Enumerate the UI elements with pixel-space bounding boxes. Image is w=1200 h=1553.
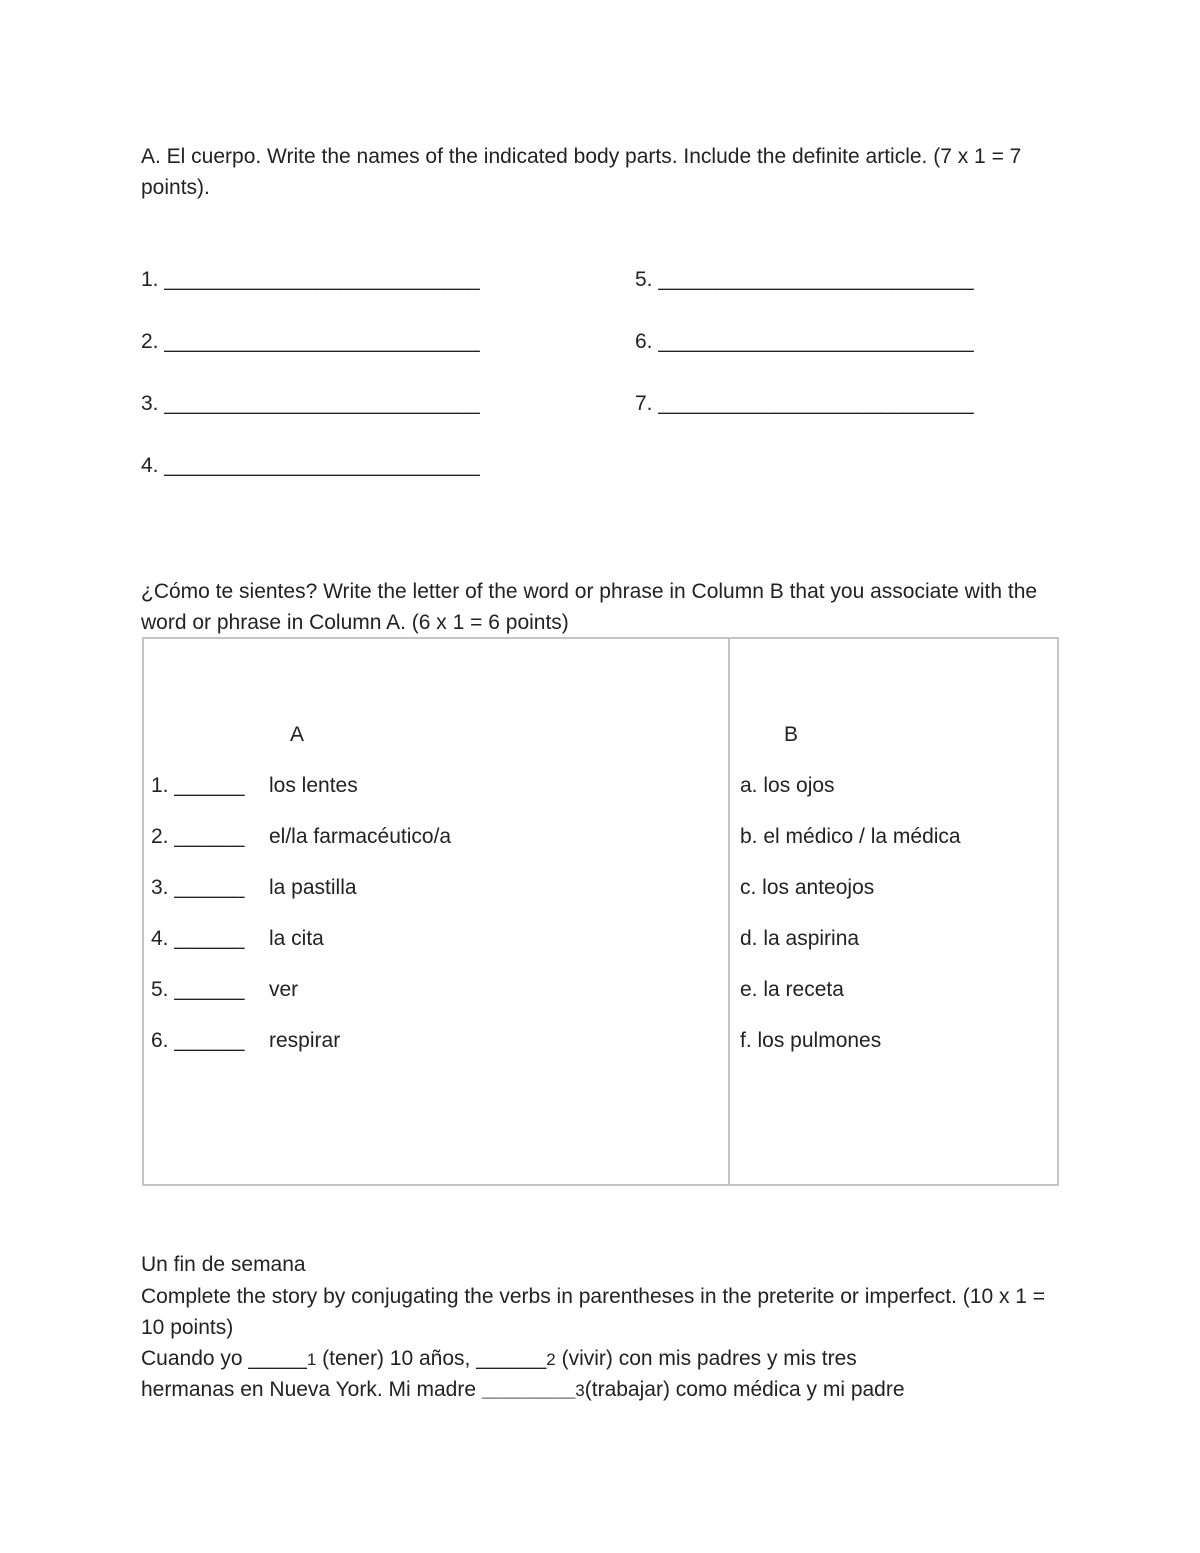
section-a-instructions: A. El cuerpo. Write the names of the indicated body parts. Include the definite article. (7 x 1 = 7 points).: [141, 145, 1022, 199]
story-blank-3[interactable]: ________: [481, 1378, 576, 1401]
story-text-2: hermanas en Nueva York. Mi madre: [141, 1378, 482, 1401]
section-b-instructions: ¿Cómo te sientes? Write the letter of the word or phrase in Column B that you associate with the word or phrase in Column A. (6 x 1 = 6 points): [141, 580, 1038, 634]
column-a-term-2: el/la farmacéutico/a: [269, 825, 452, 848]
matching-table: [142, 637, 1059, 1186]
section-c-title: Un fin de semana: [141, 1253, 306, 1276]
story-line-1: [141, 1347, 857, 1371]
column-b-item-c: c. los anteojos: [740, 876, 875, 899]
column-a-item-2: [151, 825, 452, 849]
story-text-3: (trabajar) como médica y mi padre: [584, 1378, 905, 1401]
body-part-blank-6[interactable]: 6. ___________________________: [635, 330, 974, 353]
story-text-1: (vivir) con mis padres y mis tres: [555, 1347, 857, 1370]
column-b-header: B: [784, 723, 799, 746]
column-b-item-a: a. los ojos: [740, 774, 835, 797]
match-blank-5[interactable]: 5. ______: [151, 978, 245, 1001]
story-number-3: 3: [575, 1381, 585, 1400]
match-blank-2[interactable]: 2. ______: [151, 825, 245, 848]
story-blank-2[interactable]: (tener) 10 años, ______: [316, 1347, 547, 1370]
column-a-term-4: la cita: [269, 927, 324, 950]
column-a-term-1: los lentes: [269, 774, 358, 797]
column-b-item-b: b. el médico / la médica: [740, 825, 961, 848]
story-number-1: 1: [306, 1350, 317, 1369]
column-a-item-6: [151, 1029, 341, 1053]
story-line-2: [141, 1378, 905, 1402]
body-part-blank-3[interactable]: 3. ___________________________: [141, 392, 480, 415]
table-divider: [728, 637, 730, 1186]
body-part-blank-1[interactable]: 1. ___________________________: [141, 268, 480, 291]
story-blank-1[interactable]: Cuando yo _____: [141, 1347, 307, 1370]
column-a-item-1: [151, 774, 358, 798]
section-c-instructions: Complete the story by conjugating the verbs in parentheses in the preterite or imperfect. (10 x 1 = 10 points): [141, 1285, 1046, 1339]
match-blank-6[interactable]: 6. ______: [151, 1029, 245, 1052]
column-a-term-6: respirar: [269, 1029, 341, 1052]
match-blank-1[interactable]: 1. ______: [151, 774, 245, 797]
column-a-header: A: [290, 723, 305, 746]
column-a-item-5: [151, 978, 299, 1002]
column-b-item-f: f. los pulmones: [740, 1029, 882, 1052]
column-b-item-e: e. la receta: [740, 978, 844, 1001]
body-part-blank-5[interactable]: 5. ___________________________: [635, 268, 974, 291]
column-a-item-4: [151, 927, 324, 951]
column-b-item-d: d. la aspirina: [740, 927, 860, 950]
column-a-term-5: ver: [269, 978, 299, 1001]
body-part-blank-2[interactable]: 2. ___________________________: [141, 330, 480, 353]
body-part-blank-4[interactable]: 4. ___________________________: [141, 454, 480, 477]
column-a-term-3: la pastilla: [269, 876, 357, 899]
match-blank-3[interactable]: 3. ______: [151, 876, 245, 899]
body-part-blank-7[interactable]: 7. ___________________________: [635, 392, 974, 415]
column-a-item-3: [151, 876, 357, 900]
match-blank-4[interactable]: 4. ______: [151, 927, 245, 950]
story-number-2: 2: [546, 1350, 556, 1369]
